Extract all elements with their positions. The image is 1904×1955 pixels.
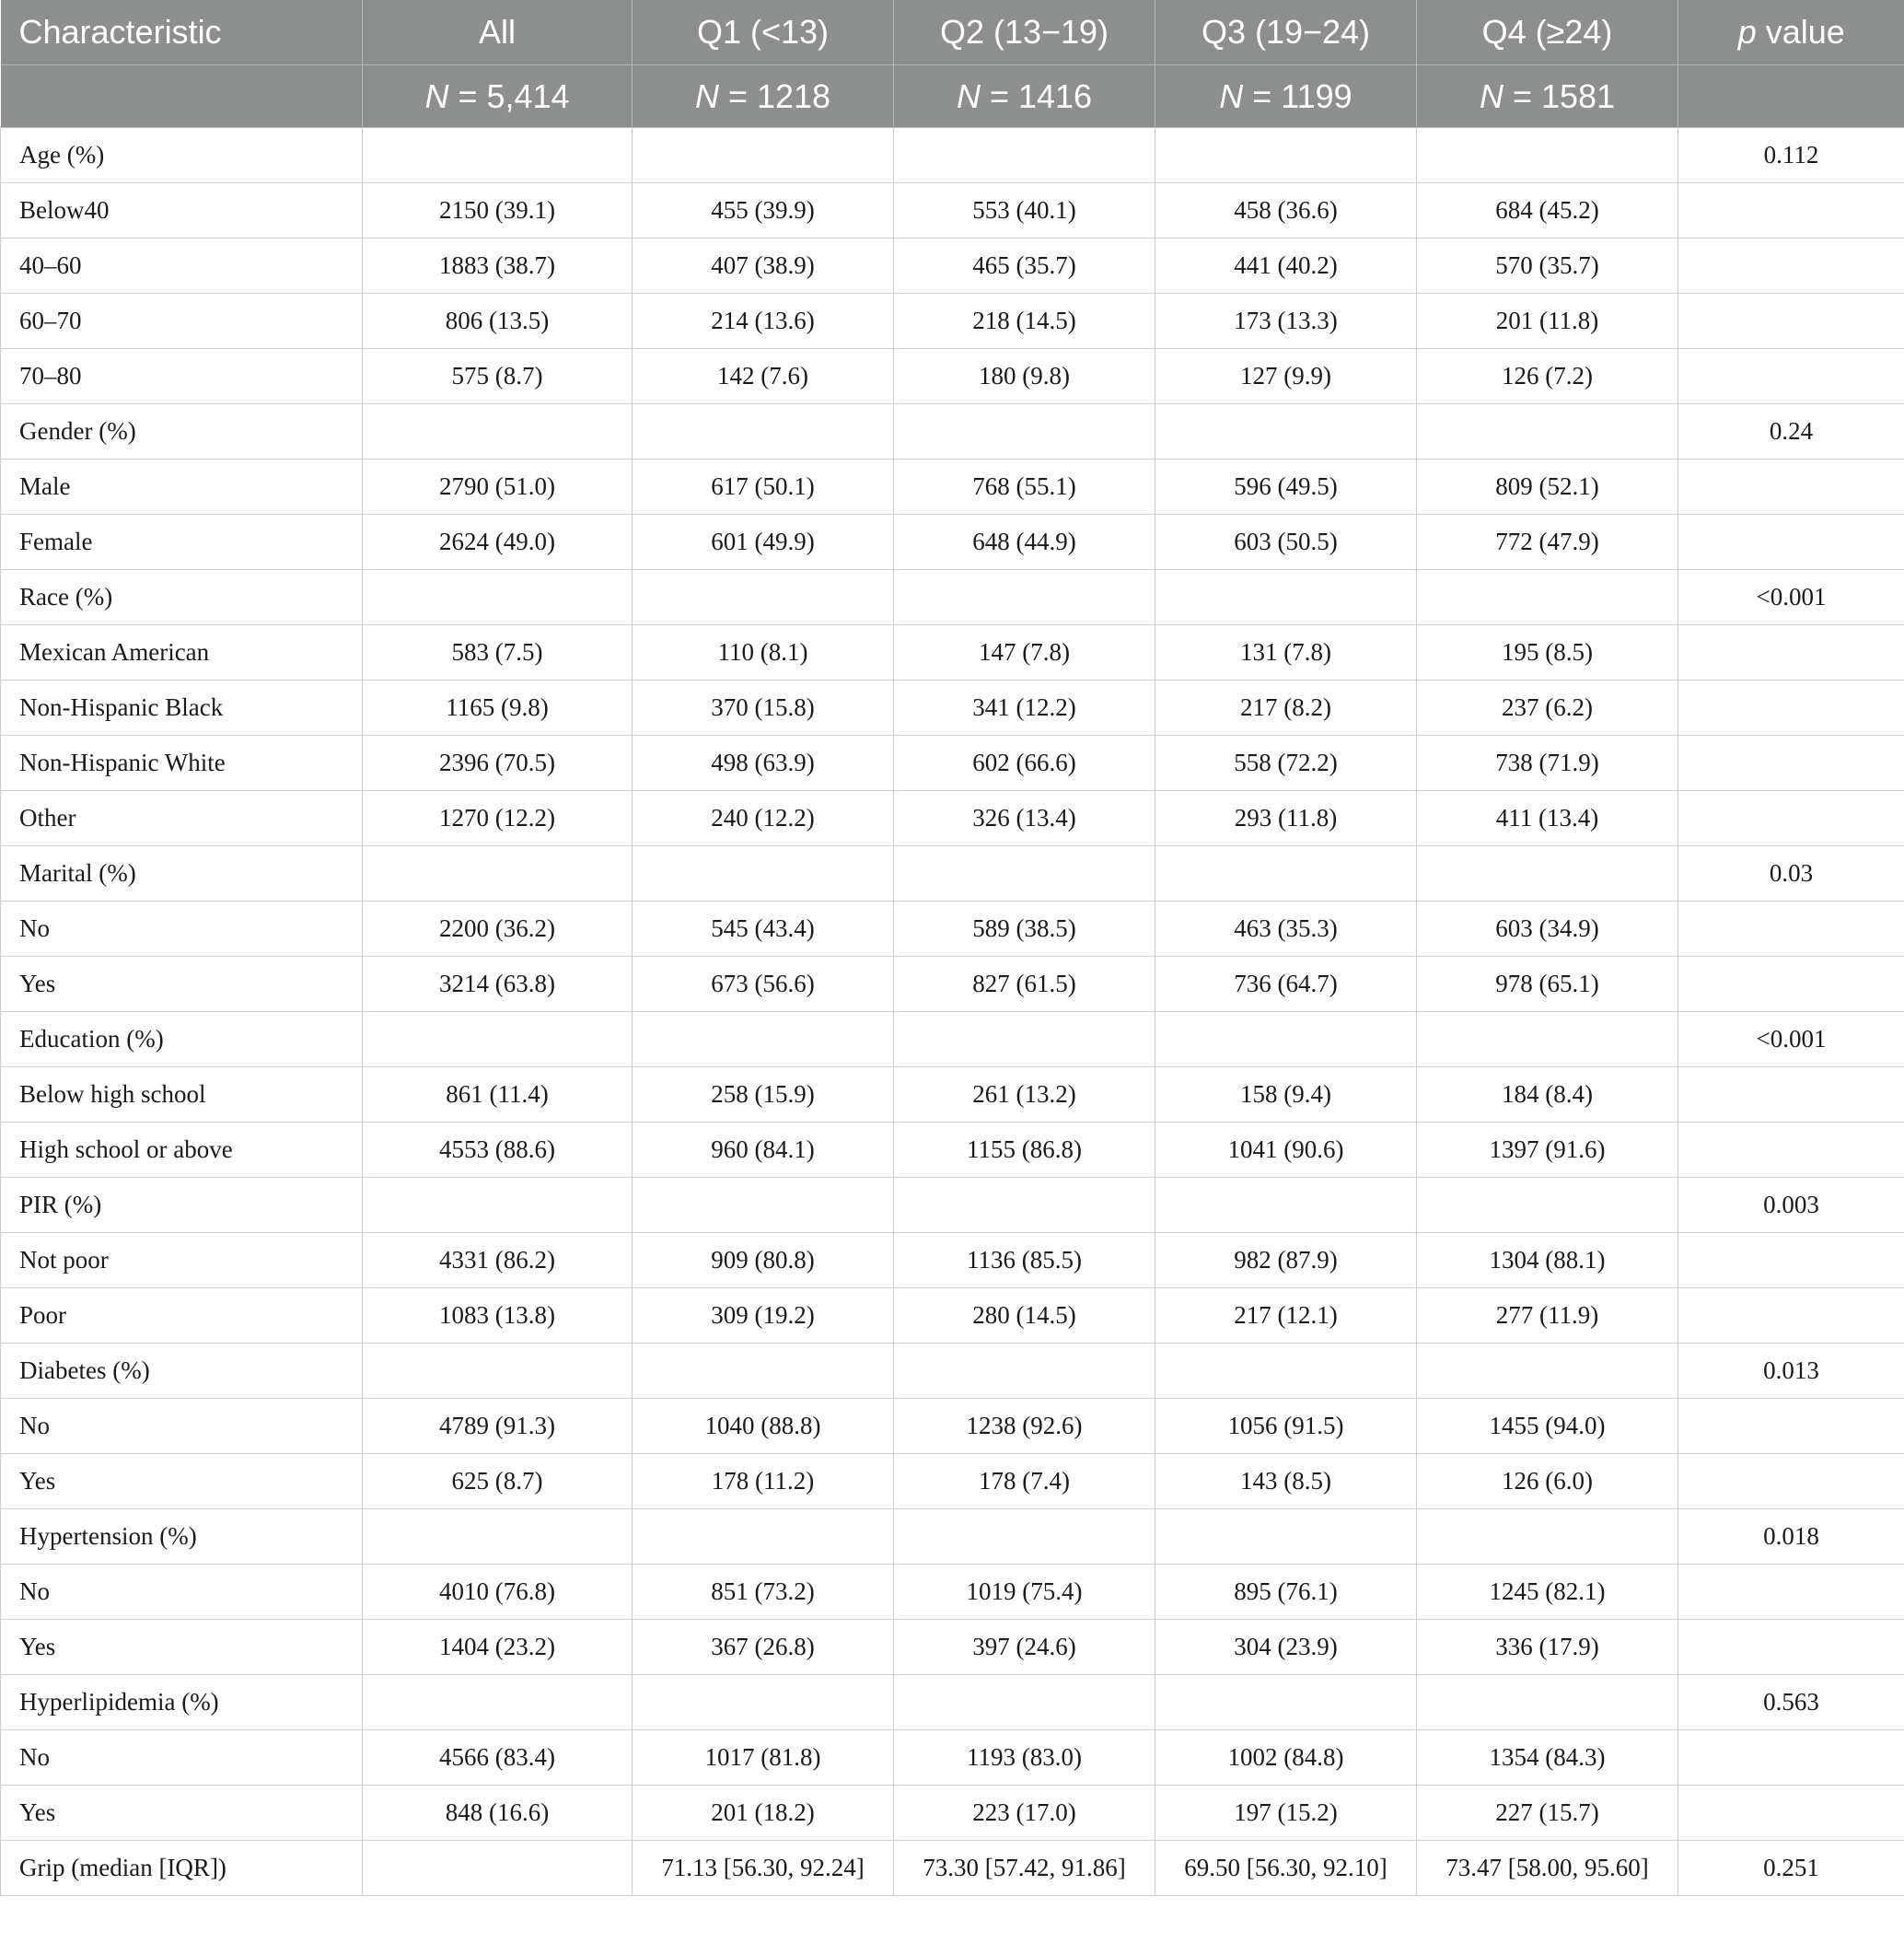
data-cell: 603 (34.9) [1417, 902, 1678, 957]
data-cell: 73.47 [58.00, 95.60] [1417, 1841, 1678, 1896]
table-row [1, 1454, 1904, 1509]
data-cell: 4331 (86.2) [363, 1233, 633, 1288]
row-label-cell: Hyperlipidemia (%) [1, 1675, 363, 1730]
data-cell [894, 1012, 1155, 1067]
p-value-cell: 0.013 [1678, 1344, 1904, 1399]
p-value-cell [1678, 957, 1904, 1012]
table-row [1, 1399, 1904, 1454]
data-cell: 4566 (83.4) [363, 1730, 633, 1786]
data-cell: 772 (47.9) [1417, 515, 1678, 570]
table-row [1, 1067, 1904, 1123]
p-value-cell [1678, 1565, 1904, 1620]
data-cell: 131 (7.8) [1155, 625, 1417, 681]
data-cell: 553 (40.1) [894, 183, 1155, 239]
data-cell [1417, 570, 1678, 625]
data-cell: 851 (73.2) [633, 1565, 894, 1620]
table-row [1, 1233, 1904, 1288]
p-value-cell [1678, 1233, 1904, 1288]
data-cell: 673 (56.6) [633, 957, 894, 1012]
data-cell [1155, 846, 1417, 902]
data-cell [1417, 128, 1678, 183]
p-value-cell [1678, 515, 1904, 570]
data-cell: 73.30 [57.42, 91.86] [894, 1841, 1155, 1896]
data-cell [363, 570, 633, 625]
table-row [1, 239, 1904, 294]
p-value-cell [1678, 625, 1904, 681]
data-cell: 227 (15.7) [1417, 1786, 1678, 1841]
data-cell [363, 1344, 633, 1399]
data-cell [363, 128, 633, 183]
row-label-cell: Non-Hispanic White [1, 736, 363, 791]
row-label-cell: Poor [1, 1288, 363, 1344]
data-cell: 280 (14.5) [894, 1288, 1155, 1344]
data-cell: 110 (8.1) [633, 625, 894, 681]
data-cell: 463 (35.3) [1155, 902, 1417, 957]
data-cell [363, 1675, 633, 1730]
data-cell: 861 (11.4) [363, 1067, 633, 1123]
data-cell: 1056 (91.5) [1155, 1399, 1417, 1454]
p-value-cell [1678, 1288, 1904, 1344]
data-cell: 240 (12.2) [633, 791, 894, 846]
row-label-cell: Mexican American [1, 625, 363, 681]
row-label-cell: No [1, 1565, 363, 1620]
row-label-cell: Marital (%) [1, 846, 363, 902]
p-value-word: value [1756, 13, 1845, 51]
data-cell [1155, 1178, 1417, 1233]
data-cell [1417, 846, 1678, 902]
data-cell: 1404 (23.2) [363, 1620, 633, 1675]
row-label-cell: Diabetes (%) [1, 1344, 363, 1399]
data-cell: 545 (43.4) [633, 902, 894, 957]
data-cell: 1304 (88.1) [1417, 1233, 1678, 1288]
row-label-cell: Female [1, 515, 363, 570]
data-cell: 195 (8.5) [1417, 625, 1678, 681]
data-cell: 1040 (88.8) [633, 1399, 894, 1454]
data-cell: 601 (49.9) [633, 515, 894, 570]
data-cell [1417, 1012, 1678, 1067]
p-value-cell [1678, 1123, 1904, 1178]
col-header-all: All [363, 0, 633, 65]
row-label-cell: 60–70 [1, 294, 363, 349]
n-header-pvalue-blank [1678, 65, 1904, 128]
n-value: = 1199 [1243, 76, 1353, 115]
p-value-cell [1678, 902, 1904, 957]
row-label-cell: Not poor [1, 1233, 363, 1288]
n-symbol: N [424, 76, 449, 115]
data-cell: 223 (17.0) [894, 1786, 1155, 1841]
row-label-cell: High school or above [1, 1123, 363, 1178]
data-cell: 201 (18.2) [633, 1786, 894, 1841]
data-cell: 407 (38.9) [633, 239, 894, 294]
data-cell [633, 1675, 894, 1730]
data-cell [1155, 128, 1417, 183]
data-cell: 848 (16.6) [363, 1786, 633, 1841]
data-cell [363, 404, 633, 460]
data-cell: 217 (12.1) [1155, 1288, 1417, 1344]
data-cell [633, 1012, 894, 1067]
data-cell: 142 (7.6) [633, 349, 894, 404]
data-cell [1417, 1178, 1678, 1233]
p-value-cell [1678, 239, 1904, 294]
data-cell [363, 1012, 633, 1067]
p-value-cell [1678, 1454, 1904, 1509]
row-label-cell: Age (%) [1, 128, 363, 183]
p-value-cell: 0.251 [1678, 1841, 1904, 1896]
data-cell: 1002 (84.8) [1155, 1730, 1417, 1786]
row-label-cell: Male [1, 460, 363, 515]
p-value-cell [1678, 1620, 1904, 1675]
data-cell [633, 1344, 894, 1399]
data-cell: 217 (8.2) [1155, 681, 1417, 736]
n-symbol: N [956, 76, 981, 115]
data-cell: 126 (7.2) [1417, 349, 1678, 404]
data-cell: 960 (84.1) [633, 1123, 894, 1178]
row-label-cell: PIR (%) [1, 1178, 363, 1233]
data-cell: 237 (6.2) [1417, 681, 1678, 736]
col-header-characteristic: Characteristic [1, 0, 363, 65]
table-row [1, 846, 1904, 902]
data-cell: 397 (24.6) [894, 1620, 1155, 1675]
p-value-cell: 0.112 [1678, 128, 1904, 183]
data-cell [1155, 404, 1417, 460]
row-label-cell: 70–80 [1, 349, 363, 404]
data-cell: 809 (52.1) [1417, 460, 1678, 515]
data-cell: 558 (72.2) [1155, 736, 1417, 791]
data-cell [1155, 1509, 1417, 1565]
p-value-cell [1678, 1730, 1904, 1786]
data-cell: 370 (15.8) [633, 681, 894, 736]
data-cell [1417, 1344, 1678, 1399]
data-cell: 617 (50.1) [633, 460, 894, 515]
data-cell: 4789 (91.3) [363, 1399, 633, 1454]
data-cell: 4553 (88.6) [363, 1123, 633, 1178]
data-cell: 1165 (9.8) [363, 681, 633, 736]
col-header-q4: Q4 (≥24) [1417, 0, 1678, 65]
data-cell [363, 1509, 633, 1565]
data-cell: 127 (9.9) [1155, 349, 1417, 404]
table-row [1, 294, 1904, 349]
data-cell: 2396 (70.5) [363, 736, 633, 791]
table-row [1, 570, 1904, 625]
table-row [1, 128, 1904, 183]
data-cell: 458 (36.6) [1155, 183, 1417, 239]
data-cell: 736 (64.7) [1155, 957, 1417, 1012]
table-row [1, 460, 1904, 515]
data-cell [894, 128, 1155, 183]
n-value: = 1416 [980, 76, 1093, 115]
data-cell: 69.50 [56.30, 92.10] [1155, 1841, 1417, 1896]
data-cell [633, 404, 894, 460]
data-cell: 173 (13.3) [1155, 294, 1417, 349]
table-row [1, 681, 1904, 736]
p-value-cell [1678, 681, 1904, 736]
data-cell: 806 (13.5) [363, 294, 633, 349]
data-cell: 768 (55.1) [894, 460, 1155, 515]
data-cell: 143 (8.5) [1155, 1454, 1417, 1509]
table-row [1, 1288, 1904, 1344]
data-cell: 326 (13.4) [894, 791, 1155, 846]
data-cell: 3214 (63.8) [363, 957, 633, 1012]
n-value: = 5,414 [448, 76, 570, 115]
data-cell [633, 570, 894, 625]
table-row [1, 902, 1904, 957]
n-header-q3 [1155, 65, 1417, 128]
data-cell: 1017 (81.8) [633, 1730, 894, 1786]
data-cell: 1245 (82.1) [1417, 1565, 1678, 1620]
data-cell: 625 (8.7) [363, 1454, 633, 1509]
data-cell: 455 (39.9) [633, 183, 894, 239]
data-cell: 498 (63.9) [633, 736, 894, 791]
data-cell: 147 (7.8) [894, 625, 1155, 681]
row-label-cell: Hypertension (%) [1, 1509, 363, 1565]
data-cell [633, 1178, 894, 1233]
table-row [1, 1178, 1904, 1233]
data-cell: 738 (71.9) [1417, 736, 1678, 791]
data-cell: 1155 (86.8) [894, 1123, 1155, 1178]
data-cell: 309 (19.2) [633, 1288, 894, 1344]
data-cell [1155, 1675, 1417, 1730]
row-label-cell: No [1, 1730, 363, 1786]
row-label-cell: Other [1, 791, 363, 846]
row-label-cell: Yes [1, 1786, 363, 1841]
data-cell [363, 1841, 633, 1896]
row-label-cell: No [1, 1399, 363, 1454]
data-cell: 1397 (91.6) [1417, 1123, 1678, 1178]
table-row [1, 349, 1904, 404]
table-row [1, 736, 1904, 791]
table-row [1, 183, 1904, 239]
data-cell: 895 (76.1) [1155, 1565, 1417, 1620]
data-cell: 978 (65.1) [1417, 957, 1678, 1012]
col-header-p-value [1678, 0, 1904, 65]
n-header-q4 [1417, 65, 1678, 128]
data-cell: 602 (66.6) [894, 736, 1155, 791]
table-row [1, 1841, 1904, 1896]
row-label-cell: Below40 [1, 183, 363, 239]
table-row [1, 1620, 1904, 1675]
n-value: = 1581 [1503, 76, 1616, 115]
row-label-cell: Grip (median [IQR]) [1, 1841, 363, 1896]
n-symbol: N [1219, 76, 1244, 115]
p-value-cell [1678, 183, 1904, 239]
table-row [1, 1123, 1904, 1178]
p-value-cell: <0.001 [1678, 570, 1904, 625]
data-cell: 570 (35.7) [1417, 239, 1678, 294]
data-cell: 2790 (51.0) [363, 460, 633, 515]
p-value-cell [1678, 460, 1904, 515]
data-cell: 341 (12.2) [894, 681, 1155, 736]
data-cell [894, 570, 1155, 625]
p-value-cell [1678, 1399, 1904, 1454]
row-label-cell: Yes [1, 957, 363, 1012]
data-cell: 277 (11.9) [1417, 1288, 1678, 1344]
data-cell: 178 (7.4) [894, 1454, 1155, 1509]
p-value-cell [1678, 736, 1904, 791]
data-cell: 465 (35.7) [894, 239, 1155, 294]
table-row [1, 1344, 1904, 1399]
data-cell: 1455 (94.0) [1417, 1399, 1678, 1454]
data-cell: 4010 (76.8) [363, 1565, 633, 1620]
n-header-blank [1, 65, 363, 128]
data-cell [1155, 1344, 1417, 1399]
data-cell: 158 (9.4) [1155, 1067, 1417, 1123]
n-symbol: N [1479, 76, 1503, 115]
table-row [1, 791, 1904, 846]
p-value-cell: 0.24 [1678, 404, 1904, 460]
p-value-cell: 0.003 [1678, 1178, 1904, 1233]
data-cell: 261 (13.2) [894, 1067, 1155, 1123]
data-cell [894, 1675, 1155, 1730]
data-cell: 1354 (84.3) [1417, 1730, 1678, 1786]
data-cell: 909 (80.8) [633, 1233, 894, 1288]
data-cell: 184 (8.4) [1417, 1067, 1678, 1123]
n-header-q2 [894, 65, 1155, 128]
data-cell: 218 (14.5) [894, 294, 1155, 349]
n-value: = 1218 [718, 76, 831, 115]
data-cell: 1193 (83.0) [894, 1730, 1155, 1786]
data-cell: 336 (17.9) [1417, 1620, 1678, 1675]
table-row [1, 1786, 1904, 1841]
data-cell: 367 (26.8) [633, 1620, 894, 1675]
data-cell: 258 (15.9) [633, 1067, 894, 1123]
data-cell: 1083 (13.8) [363, 1288, 633, 1344]
p-value-cell [1678, 791, 1904, 846]
table-row [1, 1565, 1904, 1620]
data-cell [1417, 1509, 1678, 1565]
table-row [1, 625, 1904, 681]
data-cell: 411 (13.4) [1417, 791, 1678, 846]
data-cell [1155, 1012, 1417, 1067]
n-symbol: N [694, 76, 719, 115]
data-cell: 1270 (12.2) [363, 791, 633, 846]
row-label-cell: 40–60 [1, 239, 363, 294]
data-cell: 575 (8.7) [363, 349, 633, 404]
data-cell: 1238 (92.6) [894, 1399, 1155, 1454]
data-cell: 1136 (85.5) [894, 1233, 1155, 1288]
data-cell: 214 (13.6) [633, 294, 894, 349]
table-row [1, 1675, 1904, 1730]
data-cell: 1041 (90.6) [1155, 1123, 1417, 1178]
data-cell: 827 (61.5) [894, 957, 1155, 1012]
n-header-all [363, 65, 633, 128]
data-cell [894, 1178, 1155, 1233]
data-cell: 684 (45.2) [1417, 183, 1678, 239]
table-row [1, 404, 1904, 460]
table-row [1, 957, 1904, 1012]
p-value-cell: 0.018 [1678, 1509, 1904, 1565]
data-cell [894, 1509, 1155, 1565]
data-cell [1417, 404, 1678, 460]
data-cell: 2200 (36.2) [363, 902, 633, 957]
data-cell [633, 1509, 894, 1565]
data-cell: 304 (23.9) [1155, 1620, 1417, 1675]
col-header-q2: Q2 (13−19) [894, 0, 1155, 65]
row-label-cell: Yes [1, 1620, 363, 1675]
col-header-q3: Q3 (19−24) [1155, 0, 1417, 65]
p-value-cell [1678, 349, 1904, 404]
data-cell: 648 (44.9) [894, 515, 1155, 570]
table-row [1, 515, 1904, 570]
data-cell: 982 (87.9) [1155, 1233, 1417, 1288]
data-cell [894, 846, 1155, 902]
table-body [1, 128, 1904, 1896]
row-label-cell: Yes [1, 1454, 363, 1509]
table-header [1, 0, 1904, 128]
row-label-cell: No [1, 902, 363, 957]
p-value-cell: 0.563 [1678, 1675, 1904, 1730]
data-cell: 180 (9.8) [894, 349, 1155, 404]
data-cell: 1019 (75.4) [894, 1565, 1155, 1620]
row-label-cell: Below high school [1, 1067, 363, 1123]
data-cell [363, 1178, 633, 1233]
col-header-q1: Q1 (<13) [633, 0, 894, 65]
table-row [1, 1730, 1904, 1786]
data-cell: 441 (40.2) [1155, 239, 1417, 294]
p-value-cell: <0.001 [1678, 1012, 1904, 1067]
data-cell: 178 (11.2) [633, 1454, 894, 1509]
data-cell: 197 (15.2) [1155, 1786, 1417, 1841]
data-cell: 1883 (38.7) [363, 239, 633, 294]
data-cell [363, 846, 633, 902]
p-value-cell [1678, 1067, 1904, 1123]
row-label-cell: Race (%) [1, 570, 363, 625]
data-cell: 596 (49.5) [1155, 460, 1417, 515]
p-value-cell [1678, 294, 1904, 349]
data-cell [894, 404, 1155, 460]
row-label-cell: Gender (%) [1, 404, 363, 460]
data-cell: 589 (38.5) [894, 902, 1155, 957]
p-symbol: p [1737, 13, 1757, 51]
n-header-q1 [633, 65, 894, 128]
data-cell [1417, 1675, 1678, 1730]
data-cell: 126 (6.0) [1417, 1454, 1678, 1509]
data-cell [1155, 570, 1417, 625]
table-row [1, 1012, 1904, 1067]
data-cell: 2150 (39.1) [363, 183, 633, 239]
data-cell [633, 128, 894, 183]
data-cell: 71.13 [56.30, 92.24] [633, 1841, 894, 1896]
data-cell: 583 (7.5) [363, 625, 633, 681]
header-row-labels [1, 0, 1904, 65]
row-label-cell: Education (%) [1, 1012, 363, 1067]
data-cell: 603 (50.5) [1155, 515, 1417, 570]
data-cell: 293 (11.8) [1155, 791, 1417, 846]
p-value-cell: 0.03 [1678, 846, 1904, 902]
header-row-counts [1, 65, 1904, 128]
table-row [1, 1509, 1904, 1565]
p-value-cell [1678, 1786, 1904, 1841]
data-cell: 2624 (49.0) [363, 515, 633, 570]
data-cell [894, 1344, 1155, 1399]
data-cell: 201 (11.8) [1417, 294, 1678, 349]
row-label-cell: Non-Hispanic Black [1, 681, 363, 736]
data-cell [633, 846, 894, 902]
